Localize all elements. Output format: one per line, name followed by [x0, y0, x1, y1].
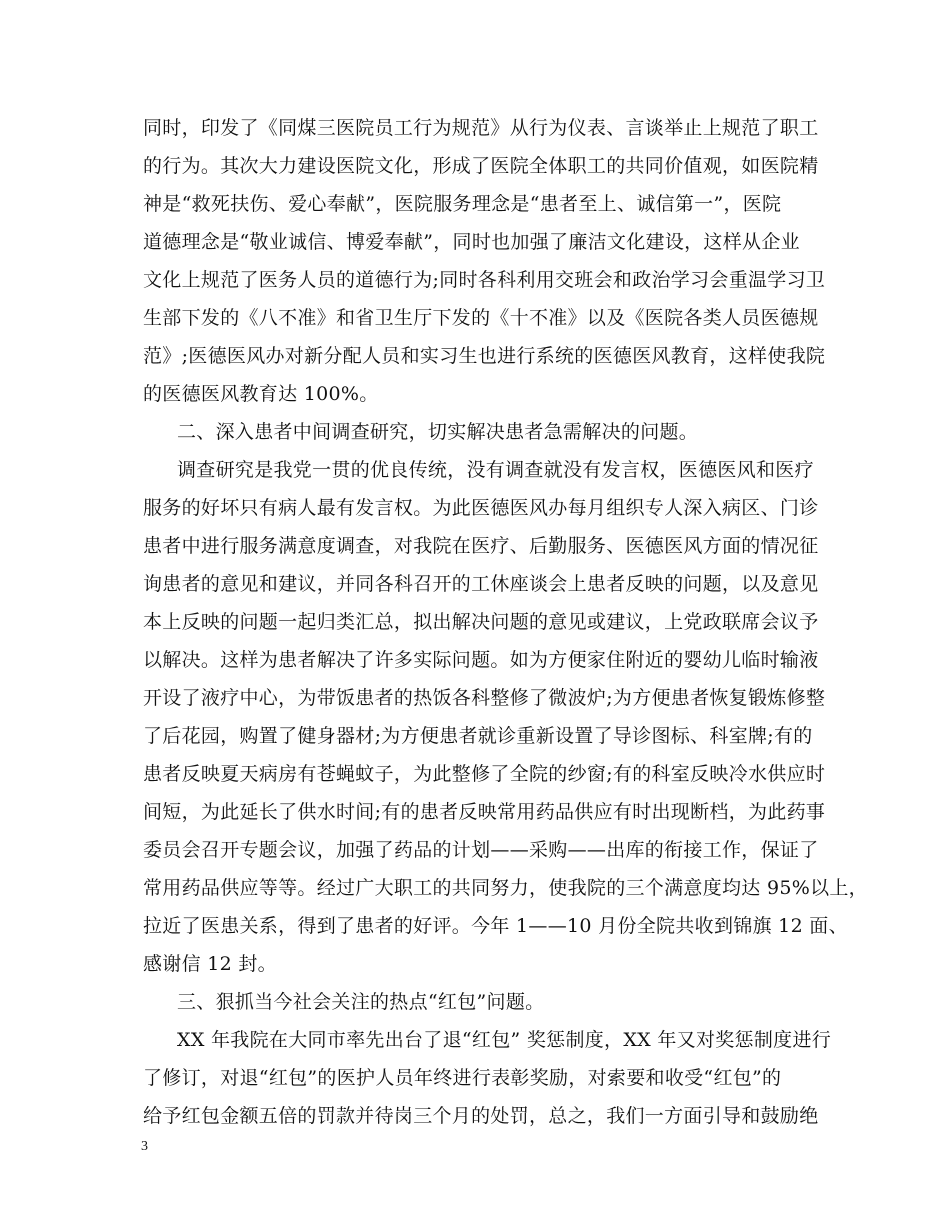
paragraph-line: 以解决。这样为患者解决了许多实际问题。如为方便家住附近的婴幼儿临时输液 — [143, 649, 819, 671]
paragraph-line: XX 年我院在大同市率先出台了退“红包” 奖惩制度，XX 年又对奖惩制度进行 — [177, 1029, 832, 1051]
paragraph-line: 同时，印发了《同煤三医院员工行为规范》从行为仪表、言谈举止上规范了职工 — [143, 117, 819, 139]
paragraph-line: 拉近了医患关系，得到了患者的好评。今年 1——10 月份全院共收到锦旗 12 面、 — [143, 915, 848, 937]
paragraph-line: 本上反映的问题一起归类汇总，拟出解决问题的意见或建议，上党政联席会议予 — [143, 611, 819, 633]
paragraph-line: 了修订，对退“红包”的医护人员年终进行表彰奖励，对索要和收受“红包”的 — [143, 1067, 782, 1089]
paragraph-line: 了后花园，购置了健身器材;为方便患者就诊重新设置了导诊图标、科室牌;有的 — [143, 725, 813, 747]
paragraph-line: 文化上规范了医务人员的道德行为;同时各科利用交班会和政治学习会重温学习卫 — [143, 269, 826, 291]
paragraph-line: 范》;医德医风办对新分配人员和实习生也进行系统的医德医风教育，这样使我院 — [143, 345, 826, 367]
paragraph-line: 患者中进行服务满意度调查，对我院在医疗、后勤服务、医德医风方面的情况征 — [143, 535, 819, 557]
paragraph-line: 间短，为此延长了供水时间;有的患者反映常用药品供应有时出现断档，为此药事 — [143, 801, 826, 823]
paragraph-line: 常用药品供应等等。经过广大职工的共同努力，使我院的三个满意度均达 95%以上， — [143, 877, 868, 899]
paragraph-line: 的行为。其次大力建设医院文化，形成了医院全体职工的共同价值观，如医院精 — [143, 155, 819, 177]
paragraph-line: 询患者的意见和建议，并同各科召开的工休座谈会上患者反映的问题，以及意见 — [143, 573, 819, 595]
paragraph-line: 开设了液疗中心，为带饭患者的热饭各科整修了微波炉;为方便患者恢复锻炼修整 — [143, 687, 826, 709]
paragraph-line: 的医德医风教育达 100%。 — [143, 383, 379, 405]
paragraph-line: 生部下发的《八不准》和省卫生厅下发的《十不准》以及《医院各类人员医德规 — [143, 307, 819, 329]
paragraph-line: 道德理念是“敬业诚信、博爱奉献”，同时也加强了廉洁文化建设，这样从企业 — [143, 231, 800, 253]
paragraph-line: 患者反映夏天病房有苍蝇蚊子，为此整修了全院的纱窗;有的科室反映冷水供应时 — [143, 763, 826, 785]
paragraph-line: 感谢信 12 封。 — [143, 953, 277, 975]
paragraph-line: 给予红包金额五倍的罚款并待岗三个月的处罚，总之，我们一方面引导和鼓励绝 — [143, 1105, 819, 1127]
page-number: 3 — [141, 1139, 148, 1154]
section-heading: 三、狠抓当今社会关注的热点“红包”问题。 — [177, 991, 545, 1013]
paragraph-line: 调查研究是我党一贯的优良传统，没有调查就没有发言权，医德医风和医疗 — [177, 459, 814, 481]
paragraph-line: 神是“救死扶伤、爱心奉献”，医院服务理念是“患者至上、诚信第一”，医院 — [143, 193, 782, 215]
paragraph-line: 委员会召开专题会议，加强了药品的计划——采购——出库的衔接工作，保证了 — [143, 839, 819, 861]
section-heading: 二、深入患者中间调查研究，切实解决患者急需解决的问题。 — [177, 421, 699, 443]
paragraph-line: 服务的好坏只有病人最有发言权。为此医德医风办每月组织专人深入病区、门诊 — [143, 497, 819, 519]
